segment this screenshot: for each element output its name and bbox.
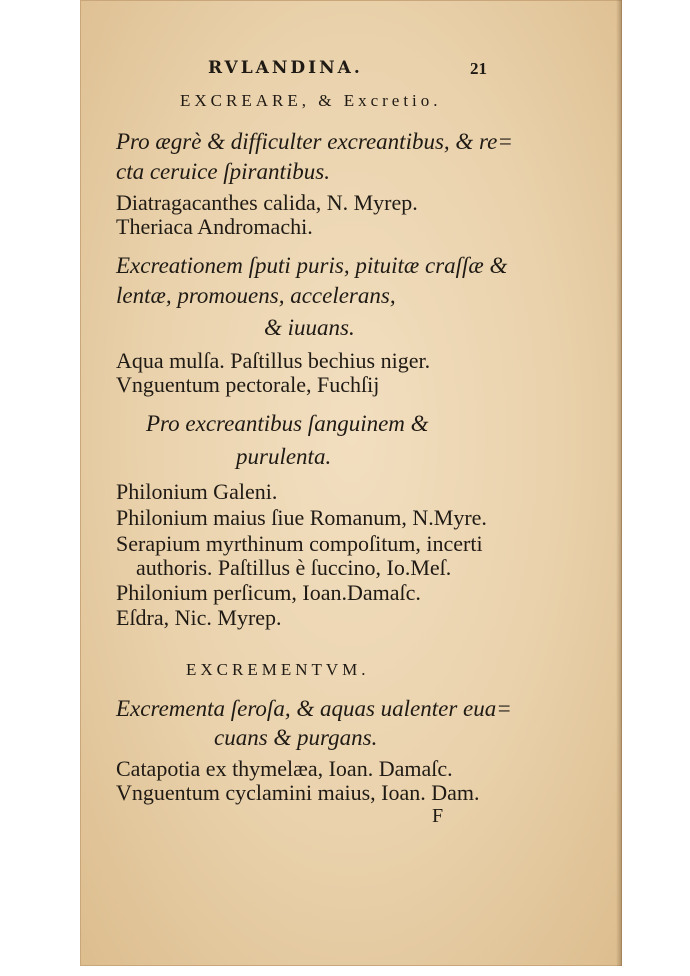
s3-item-6: Eſdra, Nic. Myrep. <box>116 605 282 630</box>
s2-heading-line2: lentæ, promouens, accelerans, <box>116 283 396 308</box>
book-page <box>80 0 622 966</box>
s2-heading-line1: Excreationem ſputi puris, pituitæ craſſæ & <box>116 253 508 278</box>
s2-items-line2: Vnguentum pectorale, Fuchſij <box>116 372 380 397</box>
s3-heading-line1: Pro excreantibus ſanguinem & <box>146 411 429 436</box>
s4-item-1: Catapotia ex thymelæa, Ioan. Damaſc. <box>116 756 453 781</box>
section-heading-excreare: EXCREARE, & Excretio. <box>180 91 442 110</box>
section-heading-excrementum: EXCREMENTVM. <box>186 660 370 679</box>
s1-heading-line2: cta ceruice ſpirantibus. <box>116 159 330 184</box>
s2-items-line1: Aqua mulſa. Paſtillus bechius niger. <box>116 348 431 373</box>
s4-heading-line2: cuans & purgans. <box>214 725 378 750</box>
s3-item-1: Philonium Galeni. <box>116 479 278 504</box>
s3-item-4: authoris. Paſtillus è ſuccino, Io.Meſ. <box>136 555 452 580</box>
s3-heading-line2: purulenta. <box>236 444 332 469</box>
s4-item-2: Vnguentum cyclamini maius, Ioan. Dam. <box>116 780 480 805</box>
s3-item-5: Philonium perſicum, Ioan.Damaſc. <box>116 580 421 605</box>
s2-heading-line3: & iuuans. <box>264 315 355 340</box>
s3-item-3: Serapium myrthinum compoſitum, incerti <box>116 531 483 556</box>
s1-item-1: Diatragacanthes calida, N. Myrep. <box>116 190 418 215</box>
s1-heading-line1: Pro ægrè & difficulter excreantibus, & re= <box>116 129 513 154</box>
s1-item-2: Theriaca Andromachi. <box>116 214 313 239</box>
signature-mark: F <box>432 805 444 827</box>
s3-item-2: Philonium maius ſiue Romanum, N.Myre. <box>116 505 487 530</box>
running-title: RVLANDINA. <box>208 58 363 78</box>
s4-heading-line1: Excrementa ſeroſa, & aquas ualenter eua= <box>116 696 512 721</box>
page-number: 21 <box>470 59 487 78</box>
